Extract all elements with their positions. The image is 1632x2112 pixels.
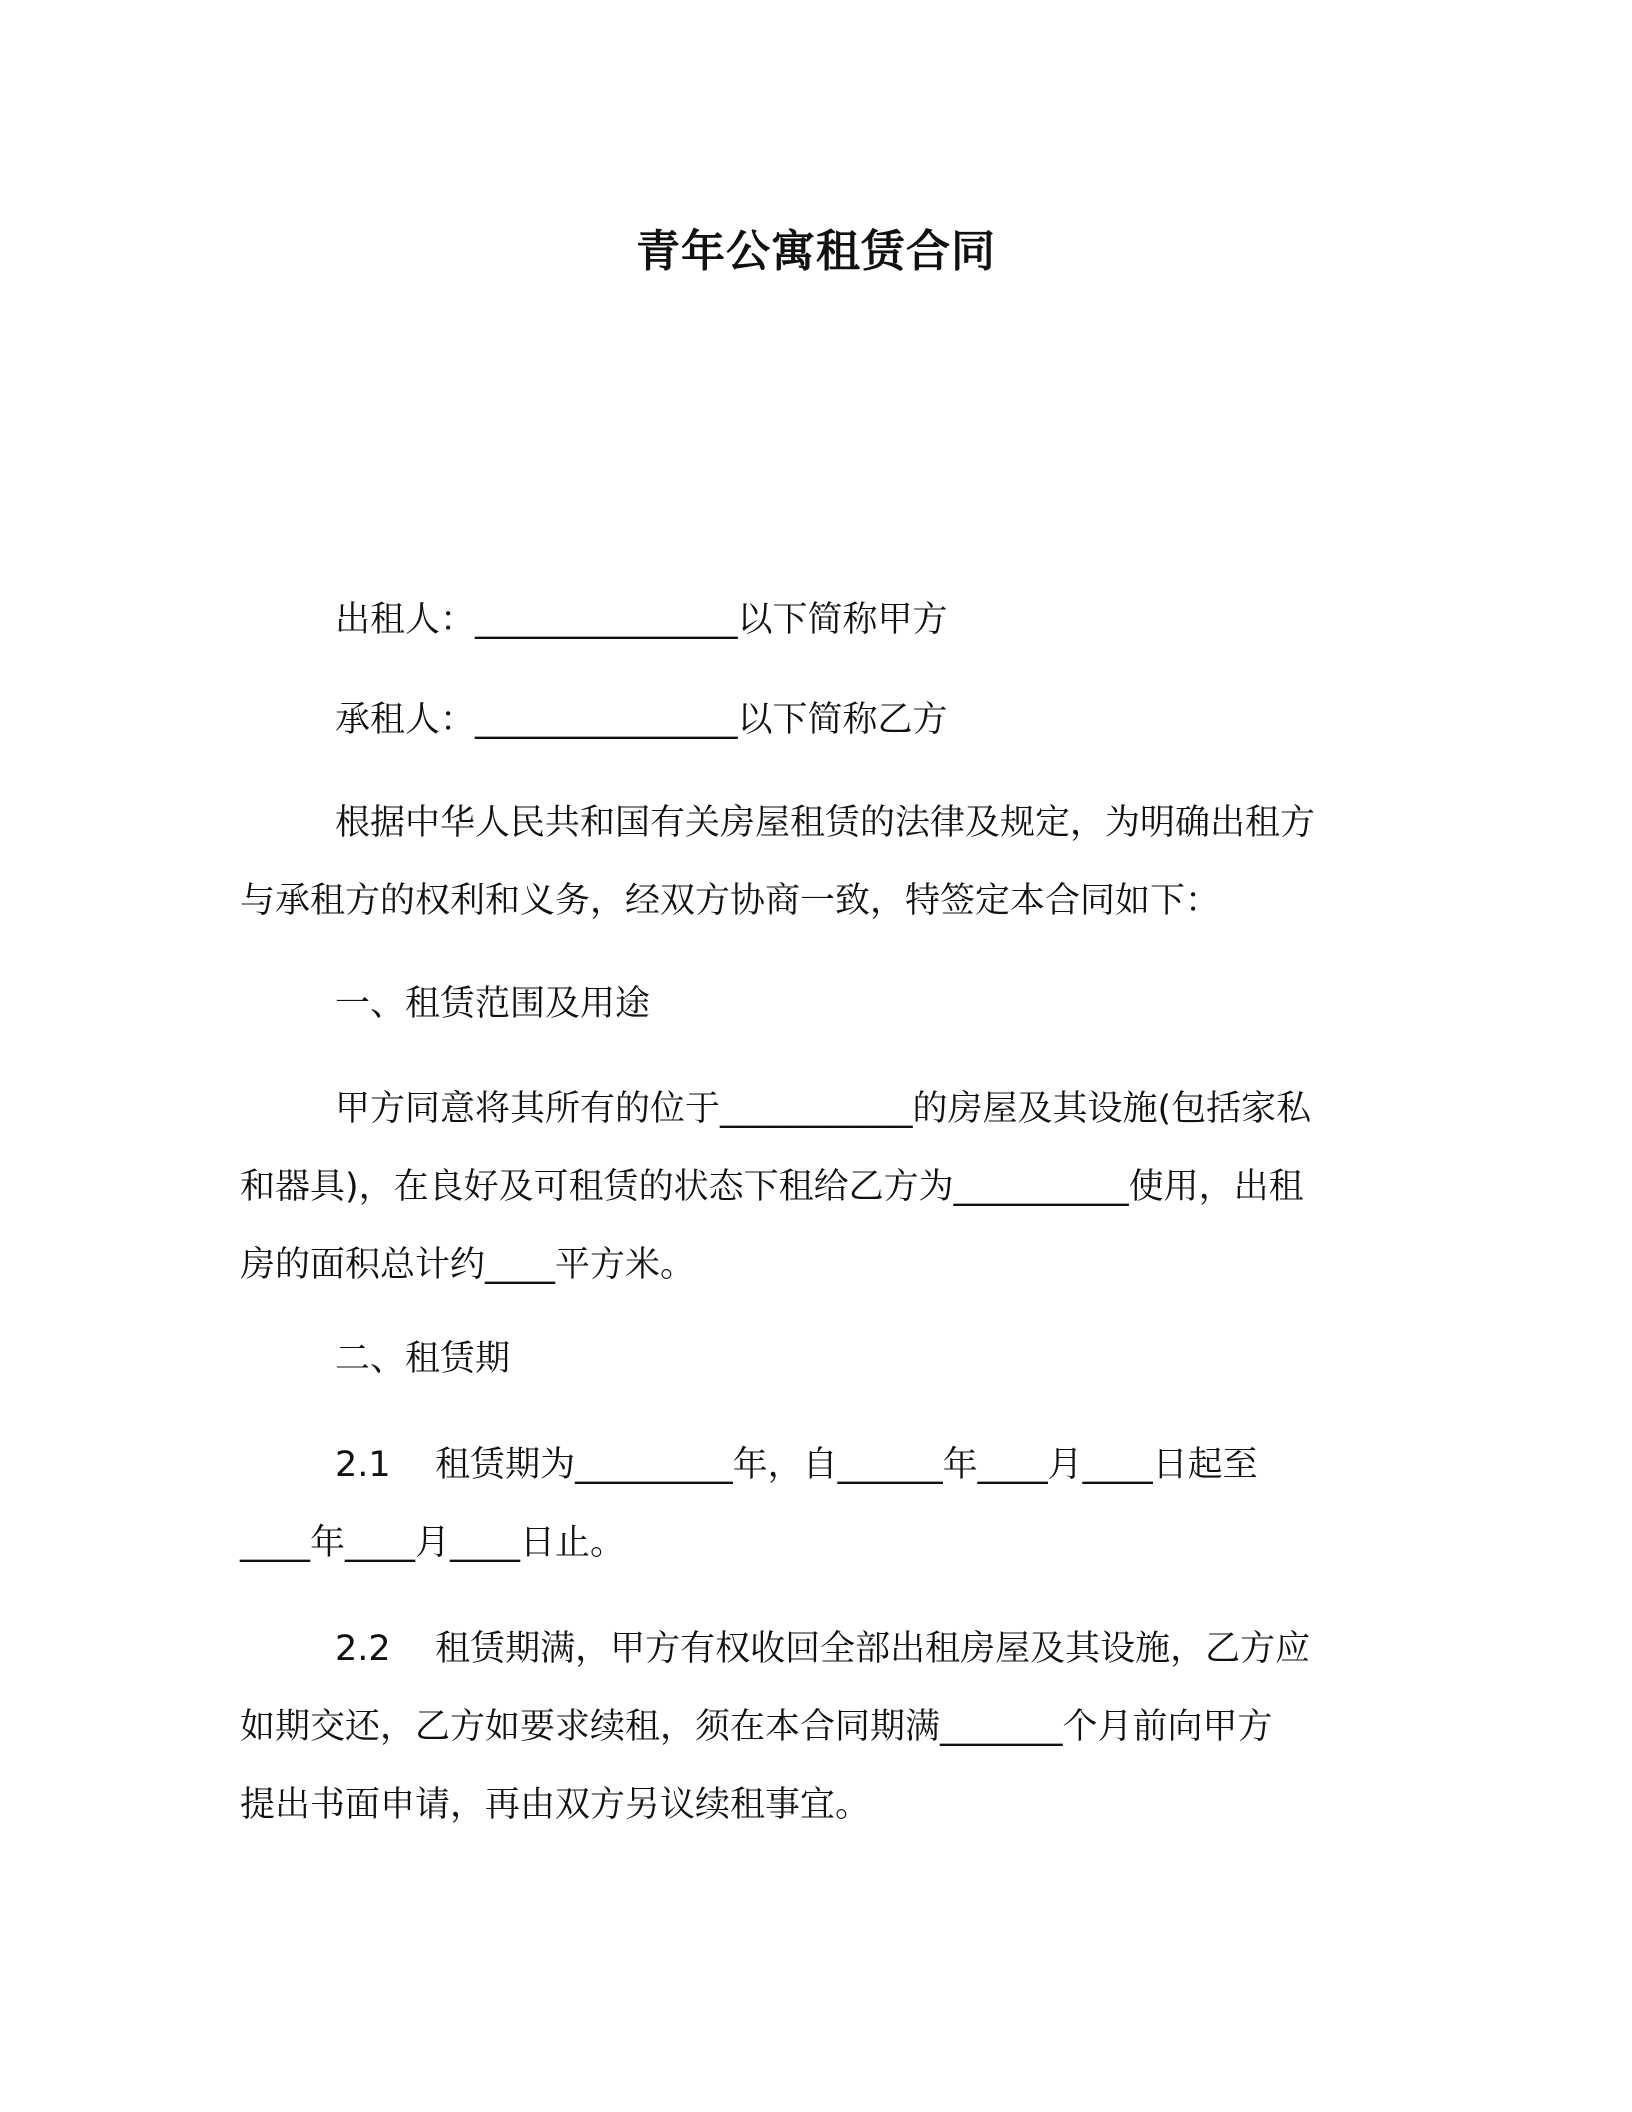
- preamble-line-2: 与承租方的权利和义务，经双方协商一致，特签定本合同如下：: [240, 881, 1221, 921]
- clause-2-1-paragraph: [240, 1426, 1390, 1582]
- section1-line-2: 和器具)，在良好及可租赁的状态下租给乙方为__________使用，出租: [240, 1167, 1304, 1207]
- clause-2-1-line-2: ____年____月____日止。: [240, 1523, 626, 1563]
- section1-line-3: 房的面积总计约____平方米。: [240, 1245, 696, 1285]
- section1-heading: 一、租赁范围及用途: [335, 984, 651, 1024]
- clause-2-2-line-3: 提出书面申请，再由双方另议续租事宜。: [240, 1785, 871, 1825]
- preamble-line-1: 根据中华人民共和国有关房屋租赁的法律及规定，为明确出租方: [335, 803, 1316, 843]
- document-title: 青年公寓租赁合同: [636, 226, 996, 277]
- clause-2-1-line-1: 2.1 租赁期为_________年，自______年____月____日起至: [335, 1445, 1258, 1485]
- lessor-line: 出租人：_______________以下简称甲方: [335, 600, 948, 640]
- clause-2-2-paragraph: [240, 1610, 1390, 1844]
- clause-2-2-line-1: 2.2 租赁期满，甲方有权收回全部出租房屋及其设施，乙方应: [335, 1629, 1311, 1669]
- preamble-paragraph: [240, 784, 1390, 940]
- lessee-line: 承租人：_______________以下简称乙方: [335, 700, 948, 740]
- clause-2-2-line-2: 如期交还，乙方如要求续租，须在本合同期满_______个月前向甲方: [240, 1707, 1273, 1747]
- section1-line-1: 甲方同意将其所有的位于___________的房屋及其设施(包括家私: [335, 1089, 1312, 1129]
- section1-paragraph: [240, 1070, 1390, 1304]
- section2-heading: 二、租赁期: [335, 1339, 511, 1379]
